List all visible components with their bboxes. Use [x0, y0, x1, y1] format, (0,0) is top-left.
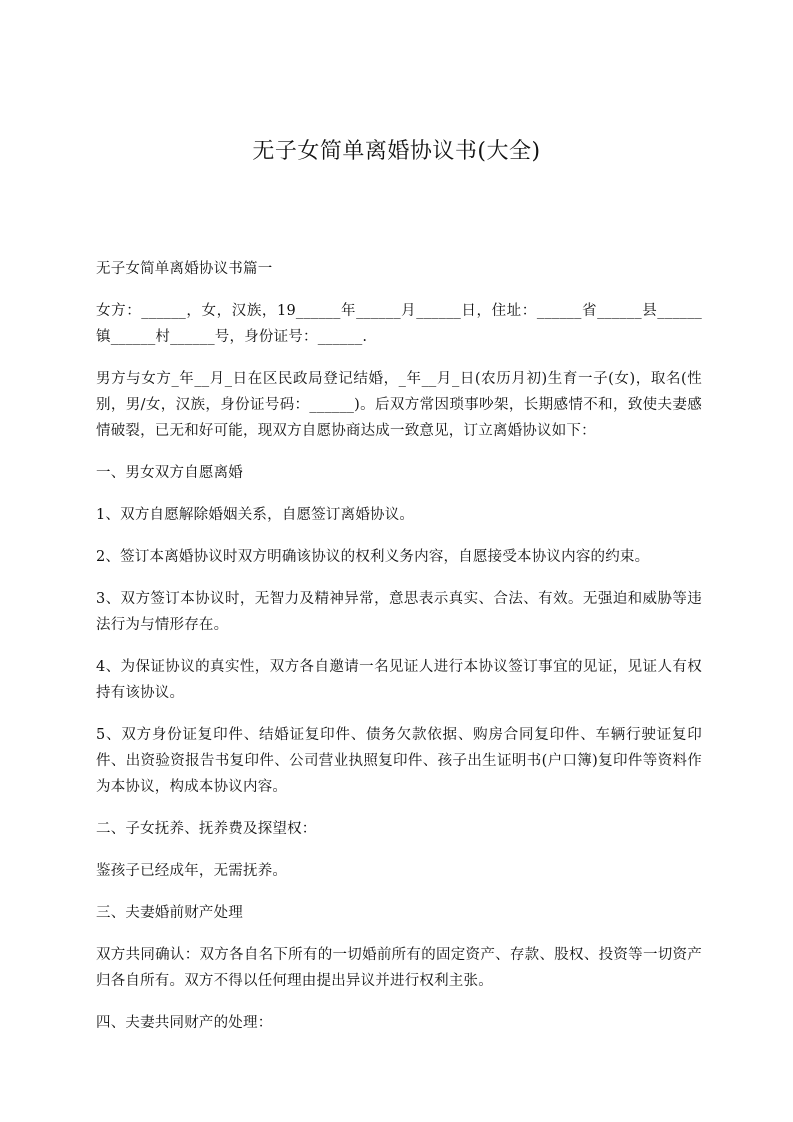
clause-heading-joint-property: 四、夫妻共同财产的处理： — [96, 1015, 273, 1031]
paragraph-premarital-property: 双方共同确认：双方各自名下所有的一切婚前所有的固定资产、存款、股权、投资等一切资产归各自所有。双方不得以任何理由提出异议并进行权利主张。 — [96, 947, 702, 989]
clause-heading-voluntary-divorce: 一、男女双方自愿离婚 — [96, 465, 243, 481]
clause-item-3: 3、双方签订本协议时，无智力及精神异常，意思表示真实、合法、有效。无强迫和威胁等违法行为与情形存在。 — [96, 591, 702, 633]
document-body — [96, 256, 702, 1052]
clause-item-1: 1、双方自愿解除婚姻关系，自愿签订离婚协议。 — [96, 507, 415, 523]
clause-item-2: 2、签订本离婚协议时双方明确该协议的权利义务内容，自愿接受本协议内容的约束。 — [96, 549, 650, 565]
clause-item-5: 5、双方身份证复印件、结婚证复印件、债务欠款依据、购房合同复印件、车辆行驶证复印件、出资验资报告书复印件、公司营业执照复印件、孩子出生证明书(户口簿)复印件等资料作为本协议，构成本协议内容。 — [96, 727, 702, 795]
paragraph-female-party-info: 女方：______，女，汉族，19______年______月______日，住址：______省______县______镇______村______号，身份证号：______. — [96, 303, 702, 345]
clause-heading-premarital-property: 三、夫妻婚前财产处理 — [96, 905, 243, 921]
paragraph-marriage-background: 男方与女方_年__月_日在区民政局登记结婚，_年__月_日(农历月初)生育一子(女)，取名(性别，男/女，汉族，身份证号码：______)。后双方常因琐事吵架，长期感情不和，致使夫妻感情破裂，已无和好可能，现双方自愿协商达成一致意见，订立离婚协议如下： — [96, 371, 702, 439]
section-heading: 无子女简单离婚协议书篇一 — [96, 261, 273, 277]
clause-heading-child-custody: 二、子女抚养、抚养费及探望权： — [96, 821, 317, 837]
paragraph-no-custody-needed: 鉴孩子已经成年，无需抚养。 — [96, 863, 288, 879]
clause-item-4: 4、为保证协议的真实性，双方各自邀请一名见证人进行本协议签订事宜的见证，见证人有权持有该协议。 — [96, 659, 702, 701]
document-title: 无子女简单离婚协议书(大全) — [252, 139, 541, 164]
